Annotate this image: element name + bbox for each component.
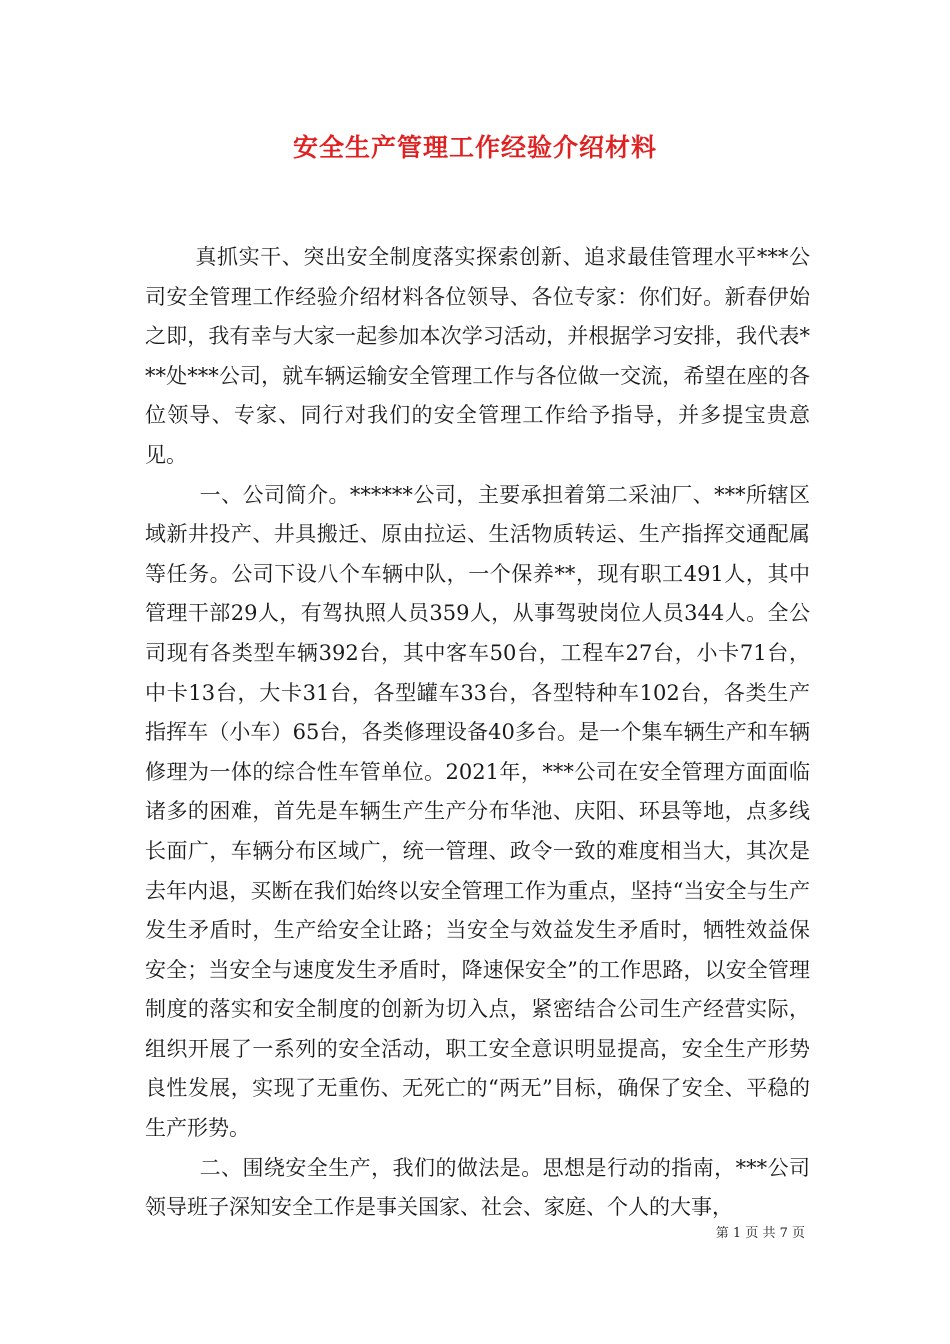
- document-title: 安全生产管理工作经验介绍材料: [292, 133, 657, 162]
- paragraph-intro: 真抓实干、突出安全制度落实探索创新、追求最佳管理水平***公司安全管理工作经验介绍材料各位领导、各位专家：你们好。新春伊始之即，我有幸与大家一起参加本次学习活动，并根据学习安排，我代表***处***公司，就车辆运输安全管理工作与各位做一交流，希望在座的各位领导、专家、同行对我们的安全管理工作给予指导，并多提宝贵意见。: [145, 245, 810, 467]
- document-body: [145, 238, 810, 1228]
- page-number: 第 1 页 共 7 页: [715, 1226, 805, 1241]
- paragraph-company-profile: 一、公司简介。******公司，主要承担着第二采油厂、***所辖区域新井投产、井具搬迁、原由拉运、生活物质转运、生产指挥交通配属等任务。公司下设八个车辆中队，一个保养**，现有职工491人，其中管理干部29人，有驾执照人员359人，从事驾驶岗位人员344人。全公司现有各类型车辆392台，其中客车50台，工程车27台，小卡71台，中卡13台，大卡31台，各型罐车33台，各型特种车102台，各类生产指挥车（小车）65台，各类修理设备40多台。是一个集车辆生产和车辆修理为一体的综合性车管单位。2021年，***公司在安全管理方面面临诸多的困难，首先是车辆生产生产分布华池、庆阳、环县等地，点多线长面广，车辆分布区域广，统一管理、政令一致的难度相当大，其次是去年内退，买断在我们始终以安全管理工作为重点，坚持“当安全与生产发生矛盾时，生产给安全让路；当安全与效益发生矛盾时，牺牲效益保安全；当安全与速度发生矛盾时，降速保安全”的工作思路，以安全管理制度的落实和安全制度的创新为切入点，紧密结合公司生产经营实际，组织开展了一系列的安全活动，职工安全意识明显提高，安全生产形势良性发展，实现了无重伤、无死亡的“两无”目标，确保了安全、平稳的生产形势。: [145, 482, 810, 1141]
- paragraph-safety-practice: 二、围绕安全生产，我们的做法是。思想是行动的指南，***公司领导班子深知安全工作是事关国家、社会、家庭、个人的大事，: [145, 1155, 810, 1220]
